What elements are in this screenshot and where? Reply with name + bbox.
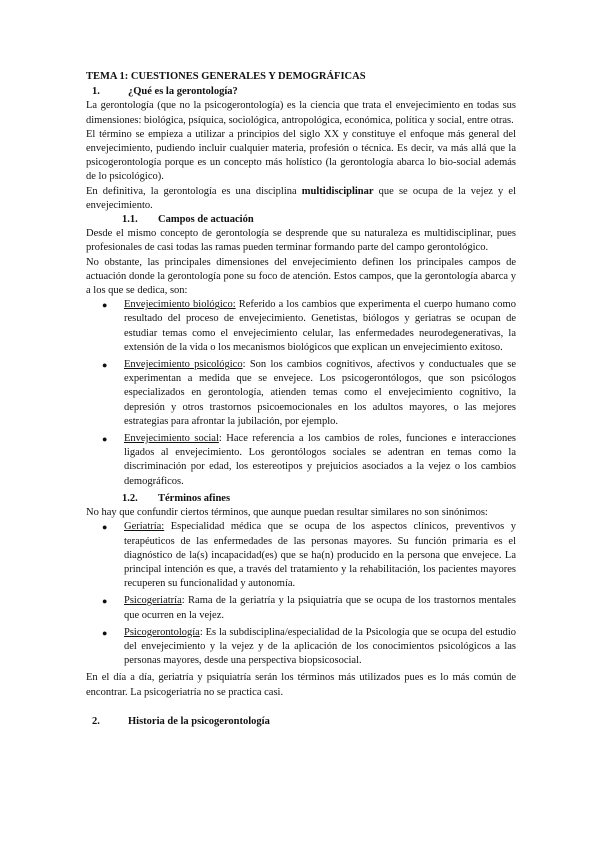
document-title: TEMA 1: CUESTIONES GENERALES Y DEMOGRÁFICAS — [86, 71, 366, 82]
terminos-list — [86, 520, 516, 668]
list-item-text: : Rama de la geriatría y la psiquiatría que se ocupa de los trastornos mentales que ocurren en la vejez. — [124, 595, 516, 621]
list-item-term: Psicogeriatría — [124, 595, 182, 607]
section-1-paragraph-3 — [86, 185, 516, 213]
campos-list — [86, 298, 516, 489]
list-item-term: Geriatría: — [124, 521, 165, 533]
list-item-term: Envejecimiento psicológico — [124, 359, 243, 371]
section-1-2-intro: No hay que confundir ciertos términos, que aunque puedan resultar similares no son sinónimos: — [86, 507, 488, 519]
list-item-text: : Es la subdisciplina/especialidad de la Psicología que se ocupa del estudio del envejecimiento y la vejez y de la aplicación de los conocimientos psicológicos a las personas mayores, desde una perspectiva biopsicosocial. — [124, 626, 516, 667]
section-1-2-title: Términos afines — [158, 492, 231, 504]
section-1-2-heading — [86, 492, 516, 506]
list-item — [124, 298, 516, 355]
section-1-number: 1. — [92, 86, 100, 98]
list-item — [124, 626, 516, 669]
list-item-term: Envejecimiento biológico: — [124, 299, 236, 311]
list-item-term: Psicogerontología — [124, 626, 200, 638]
section-1-1-number: 1.1. — [122, 214, 138, 226]
section-2-title: Historia de la psicogerontología — [128, 715, 270, 727]
section-1-1-title: Campos de actuación — [158, 214, 254, 226]
section-1-heading — [86, 85, 516, 99]
list-item-term: Envejecimiento social — [124, 433, 219, 445]
section-2-number: 2. — [92, 715, 100, 727]
list-item — [124, 432, 516, 489]
document-page — [86, 70, 516, 729]
section-2-heading — [86, 715, 516, 729]
list-item-text: Referido a los cambios que experimenta el cuerpo humano como resultado del proceso de envejecimiento. Genetistas, biólogos y geriatras se ocupan de estudiar temas como el envejecimiento celular, las enfermedades neurodegenerativas, la extensión de la vida o los mecanismos biológicos que explican un envejecimiento exitoso. — [124, 299, 516, 353]
section-1-1-paragraph-1: Desde el mismo concepto de gerontología se desprende que su naturaleza es multidisciplinar, pues profesionales de casi todas las ramas pueden terminar formando parte del campo gerontológico. — [86, 228, 516, 254]
p3-before: En definitiva, la gerontología es una disciplina — [86, 185, 302, 197]
section-1-paragraph-2: El término se empieza a utilizar a principios del siglo XX y constituye el enfoque más general del envejecimiento, pudiendo incluir cualquier materia, profesión o técnica. Es decir, va más allá que la psicogerontología porque es un concepto más holístico (la gerontología abarca lo bio-social además de lo psicológico). — [86, 128, 516, 183]
list-item — [124, 594, 516, 622]
p3-bold-term: multidisciplinar — [301, 185, 374, 197]
p3-after: que se ocupa de la vejez y el envejecimiento. — [86, 185, 516, 211]
section-1-1-heading — [86, 213, 516, 227]
spacer — [86, 700, 516, 714]
section-1-paragraph-1: La gerontología (que no la psicogerontología) es la ciencia que trata el envejecimiento en todas sus dimensiones: biológica, psíquica, sociológica, antropológica, económica, política y social, entre otras. — [86, 100, 516, 126]
list-item-text: : Son los cambios cognitivos, afectivos y conductuales que se experimentan a medida que se envejece. Los psicogerontólogos, que son psicólogos especializados en gerontología, atienden temas como el envejecimiento cognitivo, la depresión y otros trastornos psicoemocionales en los adultos mayores, o las mejores estrategias para afrontar la jubilación, por ejemplo. — [124, 359, 516, 427]
section-1-1-paragraph-2: No obstante, las principales dimensiones del envejecimiento definen los principales campos de actuación donde la gerontología pone su foco de atención. Estos campos, que la gerontología abarca y a los que se dedica, son: — [86, 256, 516, 297]
list-item-text: Especialidad médica que se ocupa de los aspectos clínicos, preventivos y terapéuticos de las enfermedades de las personas mayores. Su función primaria es el diagnóstico de la(s) incapacidad(es) que se ha(n) producido en la persona que envejece. La principal intención es que, a través del tratamiento y la rehabilitación, los pacientes mayores recuperen su funcionalidad y autonomía. — [124, 521, 516, 590]
section-1-2-closing: En el día a día, geriatría y psiquiatría serán los términos más utilizados pues es lo más común de encontrar. La psicogeriatría no se practica casi. — [86, 672, 516, 698]
list-item-text: : Hace referencia a los cambios de roles, funciones e interacciones ligados al envejecimiento. Los gerontólogos sociales se adentran en temas como la discriminación por edad, los estereotipos y prejuicios asociados a la vejez o los cambios demográficos. — [124, 433, 516, 487]
list-item — [124, 358, 516, 429]
section-1-2-number: 1.2. — [122, 492, 138, 504]
section-1-title: ¿Qué es la gerontología? — [128, 86, 238, 98]
list-item — [124, 520, 516, 591]
